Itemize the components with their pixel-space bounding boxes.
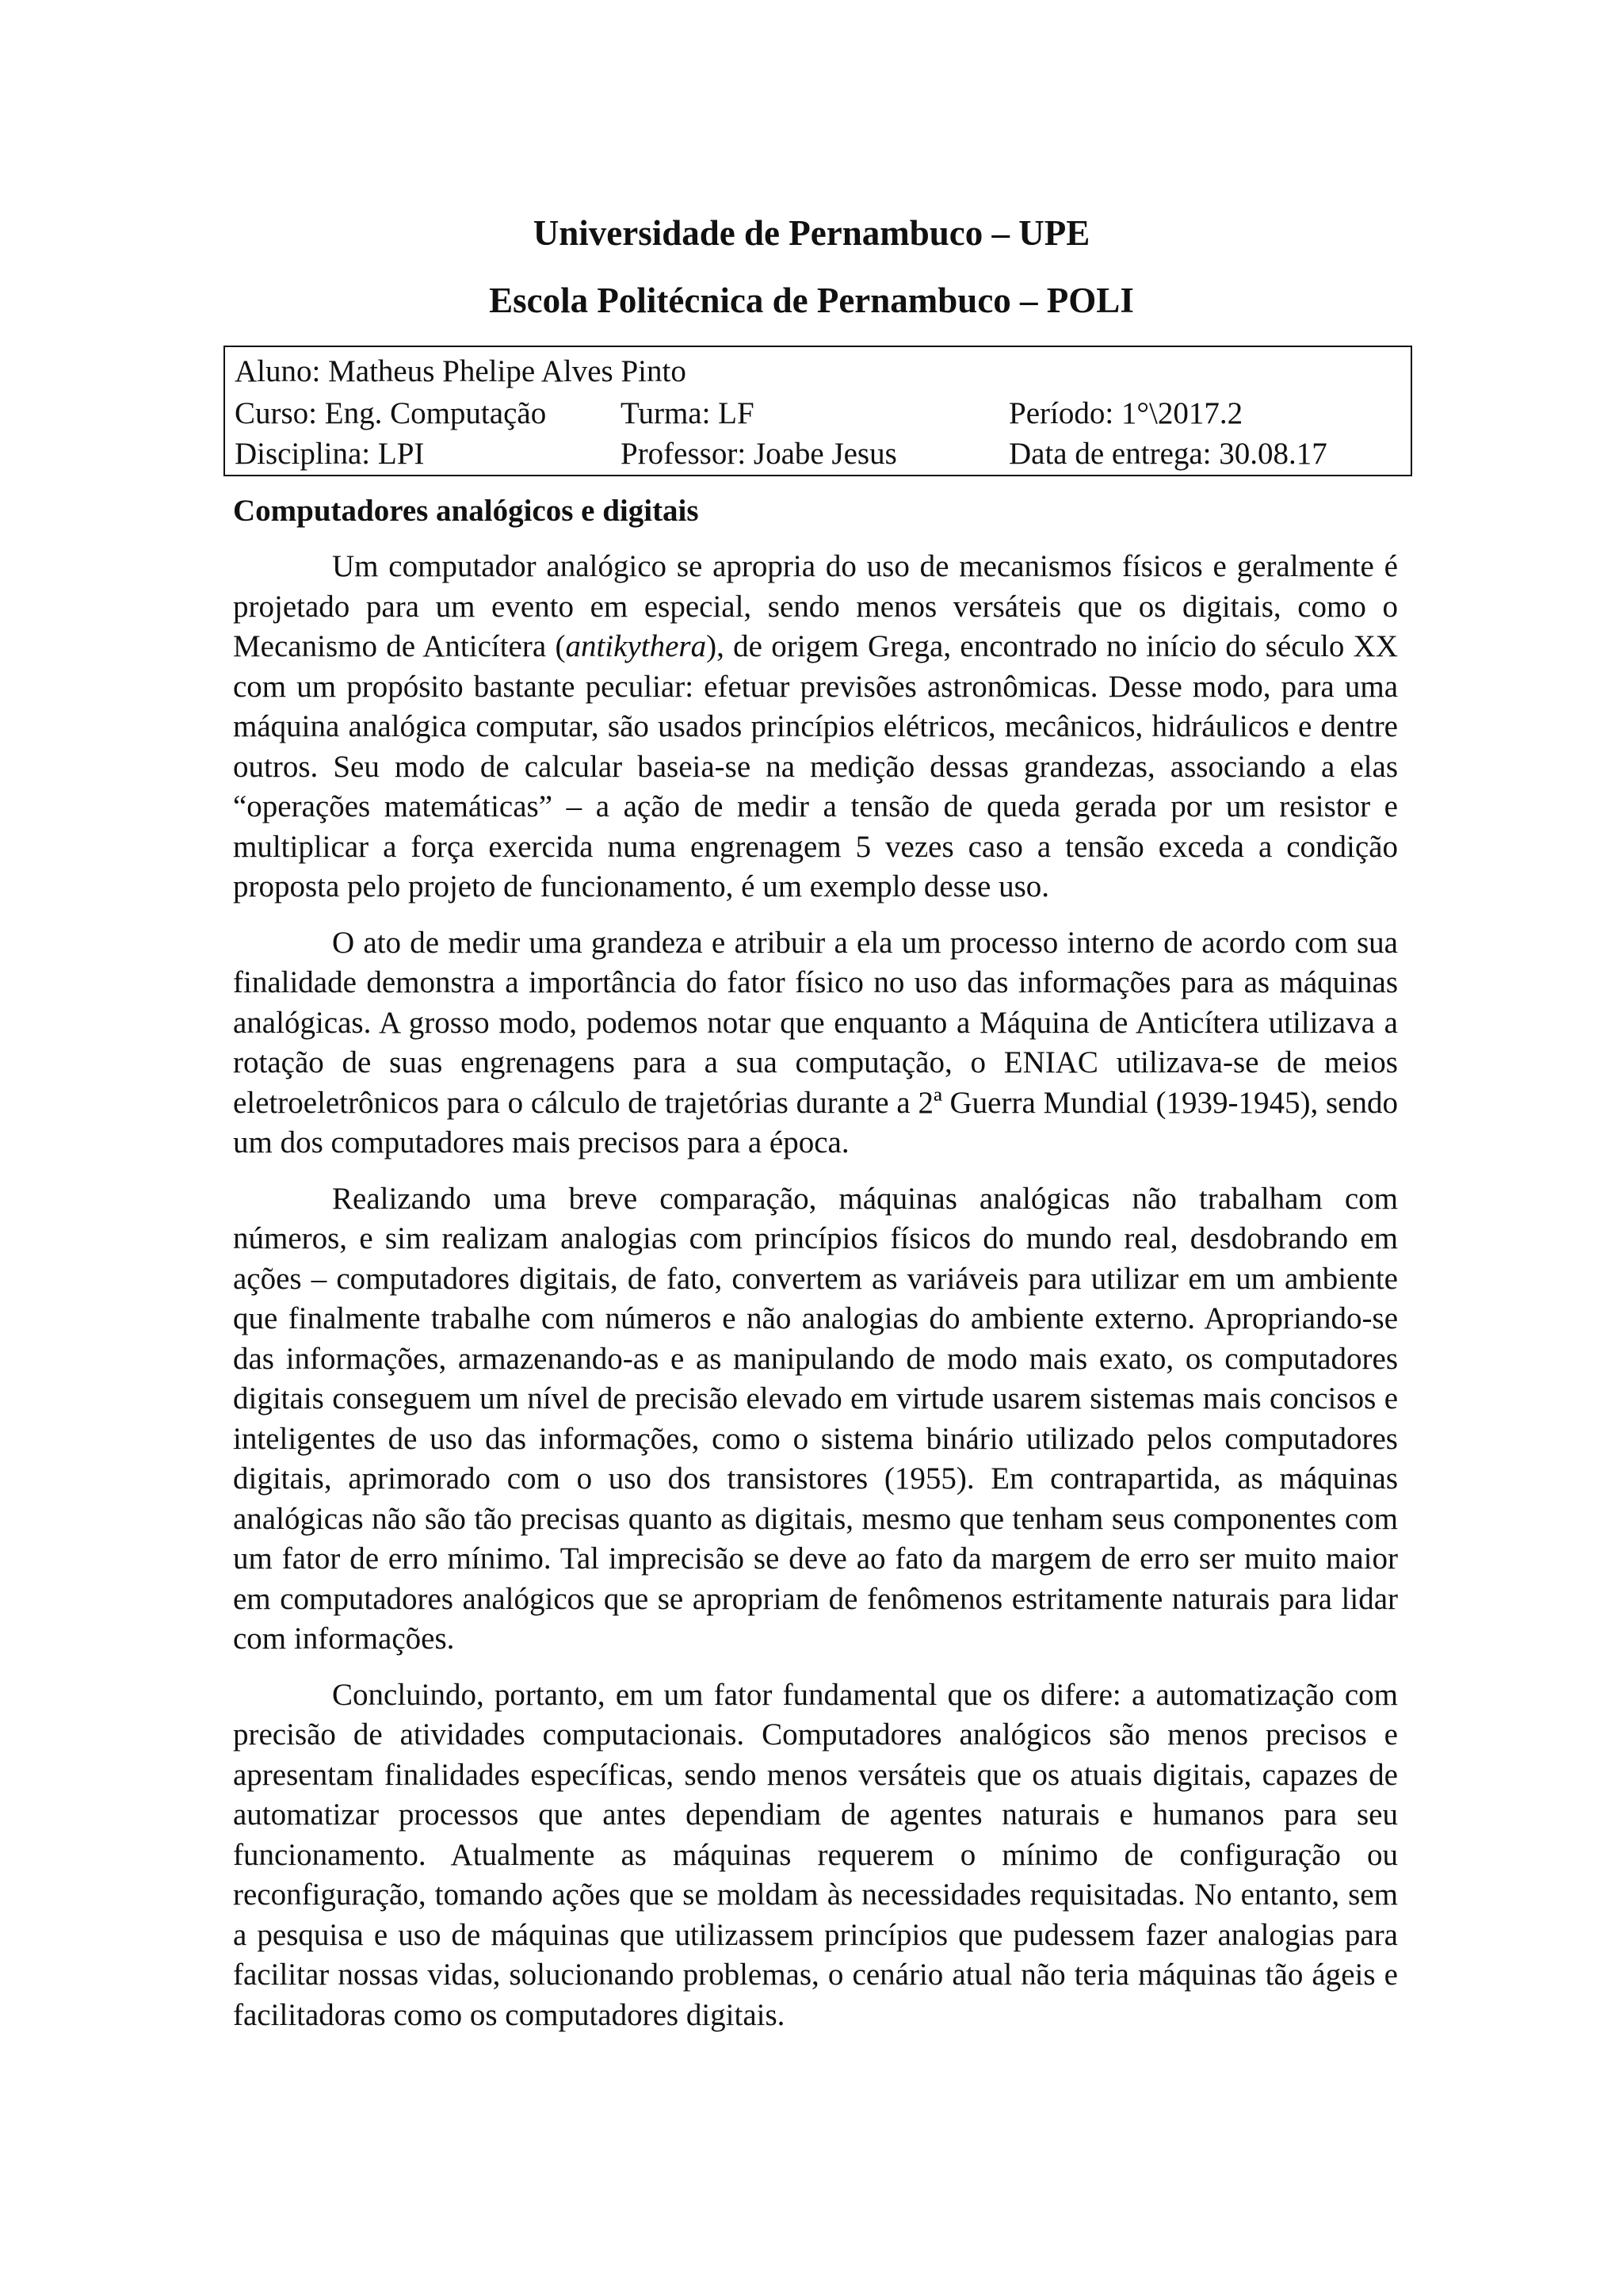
- paragraph-2: O ato de medir uma grandeza e atribuir a ela um processo interno de acordo com sua finalidade demonstra a importância do fator físico no uso das informações para as máquinas analógicas. A grosso modo, podemos notar que enquanto a Máquina de Anticítera utilizava a rotação de suas engrenagens para a sua computação, o ENIAC utilizava-se de meios eletroeletrônicos para o cálculo de trajetórias durante a 2ª Guerra Mundial (1939-1945), sendo um dos computadores mais precisos para a época.: [233, 925, 1398, 1159]
- school-title: Escola Politécnica de Pernambuco – POLI: [489, 281, 1134, 320]
- paragraph-1-italic: antikythera: [565, 629, 707, 663]
- course-label: Curso: Eng. Computação: [235, 396, 547, 430]
- due-date-label: Data de entrega: 30.08.17: [1009, 437, 1327, 471]
- info-row-student: [235, 352, 1411, 392]
- essay-body: [233, 547, 1398, 2051]
- student-info-box: [223, 346, 1412, 476]
- info-row-course: [235, 394, 1411, 434]
- subject-label: Disciplina: LPI: [235, 437, 425, 471]
- university-title: Universidade de Pernambuco – UPE: [533, 213, 1090, 253]
- info-row-subject: [235, 434, 1411, 474]
- professor-label: Professor: Joabe Jesus: [621, 437, 897, 471]
- paragraph-1: [233, 547, 1398, 907]
- paragraph-1-end: ), de origem Grega, encontrado no início do século XX com um propósito bastante peculiar: efetuar previsões astronômicas. Desse modo, para uma máquina analógica computar, são usados princípios elétricos, mecânicos, hidráulicos e dentre outros. Seu modo de calcular baseia-se na medição dessas grandezas, associando a elas “operações matemáticas” – a ação de medir a tensão de queda gerada por um resistor e multiplicar a força exercida numa engrenagem 5 vezes caso a tensão exceda a condição proposta pelo projeto de funcionamento, é um exemplo desse uso.: [233, 629, 1398, 904]
- paragraph-3: Realizando uma breve comparação, máquinas analógicas não trabalham com números, e sim realizam analogias com princípios físicos do mundo real, desdobrando em ações – computadores digitais, de fato, convertem as variáveis para utilizar em um ambiente que finalmente trabalhe com números e não analogias do ambiente externo. Apropriando-se das informações, armazenando-as e as manipulando de modo mais exato, os computadores digitais conseguem um nível de precisão elevado em virtude usarem sistemas mais concisos e inteligentes de uso das informações, como o sistema binário utilizado pelos computadores digitais, aprimorado com o uso dos transistores (1955). Em contrapartida, as máquinas analógicas não são tão precisas quanto as digitais, mesmo que tenham seus componentes com um fator de erro mínimo. Tal imprecisão se deve ao fato da margem de erro ser muito maior em computadores analógicos que se apropriam de fenômenos estritamente naturais para lidar com informações.: [233, 1181, 1398, 1656]
- paragraph-1-start: Um computador analógico se apropria do uso de mecanismos físicos e geralmente é projetado para um evento em especial, sendo menos versáteis que os digitais, como o Mecanismo de Anticítera (: [233, 549, 1398, 663]
- section-title: Computadores analógicos e digitais: [233, 494, 699, 528]
- period-label: Período: 1°\2017.2: [1009, 396, 1243, 430]
- student-name: Aluno: Matheus Phelipe Alves Pinto: [235, 354, 686, 388]
- paragraph-4: Concluindo, portanto, em um fator fundamental que os difere: a automatização com precisão de atividades computacionais. Computadores analógicos são menos precisos e apresentam finalidades específicas, sendo menos versáteis que os atuais digitais, capazes de automatizar processos que antes dependiam de agentes naturais e humanos para seu funcionamento. Atualmente as máquinas requerem o mínimo de configuração ou reconfiguração, tomando ações que se moldam às necessidades requisitadas. No entanto, sem a pesquisa e uso de máquinas que utilizassem princípios que pudessem fazer analogias para facilitar nossas vidas, solucionando problemas, o cenário atual não teria máquinas tão ágeis e facilitadoras como os computadores digitais.: [233, 1677, 1398, 2032]
- class-label: Turma: LF: [621, 396, 754, 430]
